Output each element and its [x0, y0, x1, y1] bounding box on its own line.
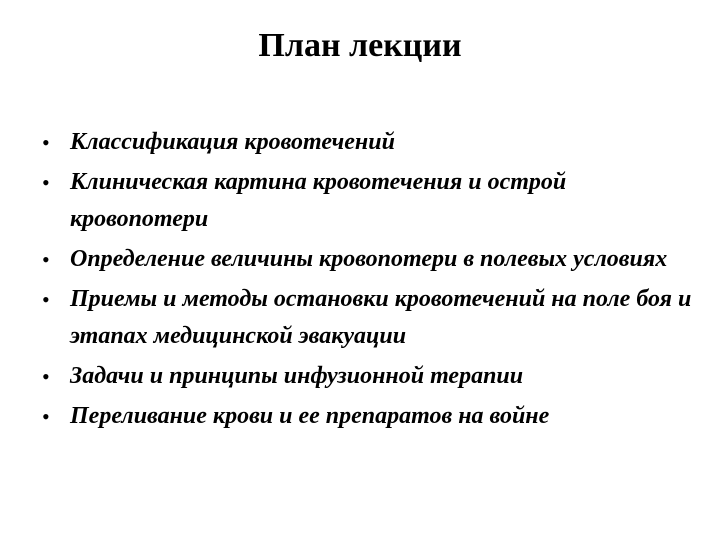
bullet-icon: •	[42, 287, 50, 312]
bullet-text: Классификация кровотечений	[70, 129, 395, 155]
bullet-text: Клиническая картина кровотечения и острой кровопотери	[70, 169, 567, 232]
bullet-item	[40, 281, 700, 355]
bullet-item	[40, 124, 700, 161]
bullet-text: Приемы и методы остановки кровотечений на поле боя и этапах медицинской эвакуации	[70, 286, 692, 349]
bullet-icon: •	[42, 247, 50, 272]
bullet-item	[40, 358, 700, 395]
bullet-icon: •	[42, 170, 50, 195]
bullet-item	[40, 164, 700, 238]
bullet-text: Переливание крови и ее препаратов на войне	[70, 403, 550, 429]
bullet-icon: •	[42, 404, 50, 429]
bullet-list	[40, 124, 700, 438]
bullet-icon: •	[42, 364, 50, 389]
slide-title: План лекции	[258, 27, 462, 64]
bullet-item	[40, 398, 700, 435]
bullet-item	[40, 241, 700, 278]
bullet-text: Задачи и принципы инфузионной терапии	[70, 363, 524, 389]
bullet-icon: •	[42, 130, 50, 155]
bullet-text: Определение величины кровопотери в полевых условиях	[70, 246, 668, 272]
